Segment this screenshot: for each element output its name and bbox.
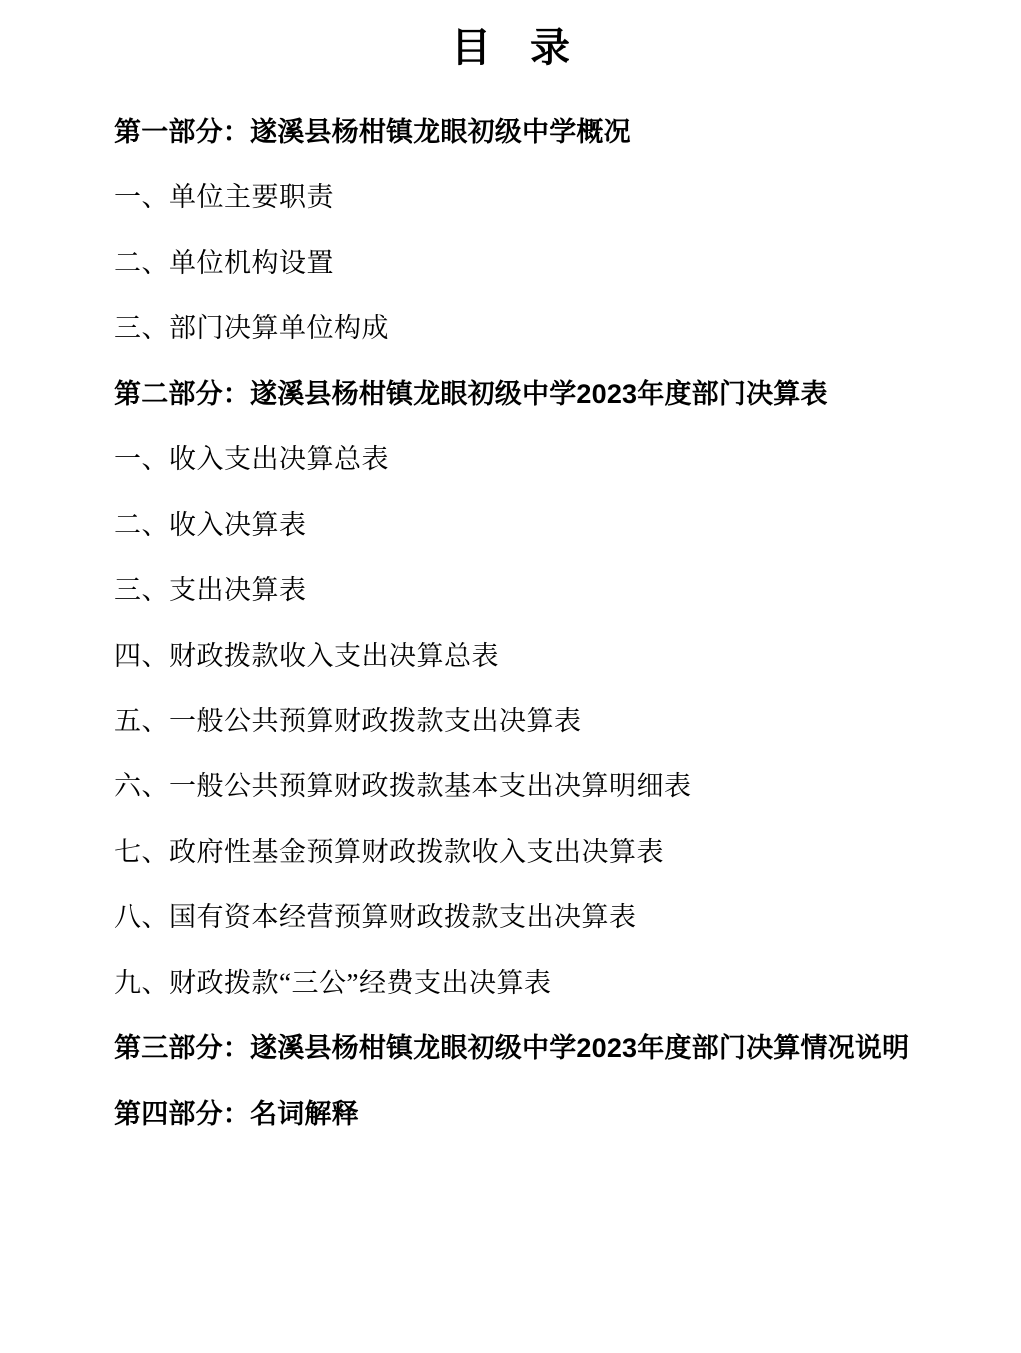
toc-part-3[interactable]: 第三部分：遂溪县杨柑镇龙眼初级中学2023年度部门决算情况说明 [114,1033,910,1064]
toc-part-1[interactable]: 第一部分：遂溪县杨柑镇龙眼初级中学概况 [114,117,631,147]
toc-item-2-9[interactable]: 九、财政拨款“三公”经费支出决算表 [114,967,552,998]
toc-part-2[interactable]: 第二部分：遂溪县杨柑镇龙眼初级中学2023年度部门决算表 [114,378,828,409]
toc-item-2-5[interactable]: 五、一般公共预算财政拨款支出决算表 [114,705,582,736]
toc-item-1-1[interactable]: 一、单位主要职责 [114,182,334,213]
toc-item-2-7[interactable]: 七、政府性基金预算财政拨款收入支出决算表 [114,836,664,867]
toc-item-2-1[interactable]: 一、收入支出决算总表 [114,444,389,475]
toc-item-2-6[interactable]: 六、一般公共预算财政拨款基本支出决算明细表 [114,771,692,802]
toc-item-2-3[interactable]: 三、支出决算表 [114,575,307,606]
toc-item-2-4[interactable]: 四、财政拨款收入支出决算总表 [114,640,499,671]
toc-item-2-8[interactable]: 八、国有资本经营预算财政拨款支出决算表 [114,902,637,933]
toc-item-1-2[interactable]: 二、单位机构设置 [114,247,334,278]
table-of-contents [0,114,1021,1132]
page-title: 目 录 [450,26,585,70]
toc-item-1-3[interactable]: 三、部门决算单位构成 [114,313,389,344]
toc-part-4[interactable]: 第四部分：名词解释 [114,1098,359,1129]
toc-item-2-2[interactable]: 二、收入决算表 [114,509,307,540]
document-page [0,22,1021,1353]
